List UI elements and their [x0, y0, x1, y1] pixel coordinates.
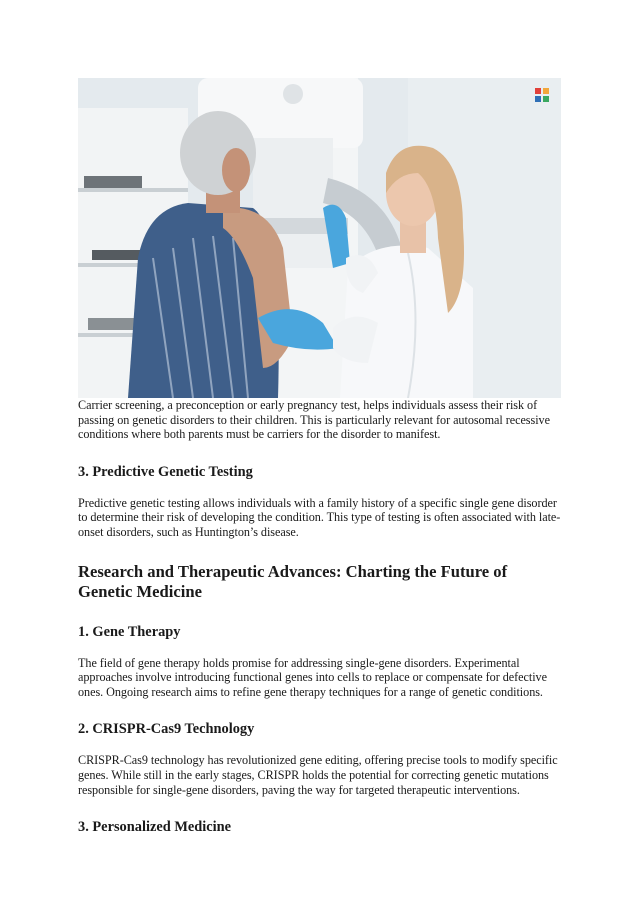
predictive-testing-paragraph: Predictive genetic testing allows individuals with a family history of a specific single gene disorder to determine their risk of developing the condition. This type of testing is often associated with late-onset disorders, such as Huntington’s disease. — [78, 495, 561, 539]
heading-crispr-cas9: 2. CRISPR-Cas9 Technology — [78, 721, 255, 738]
heading-predictive-genetic-testing: 3. Predictive Genetic Testing — [78, 463, 253, 480]
photo-illustration — [78, 78, 561, 398]
brand-logo-icon — [533, 86, 551, 104]
gene-therapy-paragraph: The field of gene therapy holds promise for addressing single-gene disorders. Experimental approaches involve introducing functional genes into cells to replace or compensate for defective ones. Ongoing research aims to refine gene therapy techniques for a range of genetic conditions. — [78, 655, 547, 699]
document-page — [78, 78, 562, 836]
intro-paragraph: Carrier screening, a preconception or early pregnancy test, helps individuals assess their risk of passing on genetic disorders to their children. This is particularly relevant for autosomal recessive conditions where both parents must be carriers for the disorder to manifest. — [78, 398, 550, 442]
heading-research-therapeutic-advances: Research and Therapeutic Advances: Charting the Future of Genetic Medicine — [78, 561, 508, 601]
heading-gene-therapy: 1. Gene Therapy — [78, 623, 181, 640]
mammography-photo — [78, 78, 561, 398]
heading-personalized-medicine: 3. Personalized Medicine — [78, 819, 232, 836]
crispr-paragraph: CRISPR-Cas9 technology has revolutionized gene editing, offering precise tools to modify specific genes. While still in the early stages, CRISPR holds the potential for correcting genetic mutations responsible for single-gene disorders, paving the way for targeted therapeutic interventions. — [78, 753, 558, 797]
